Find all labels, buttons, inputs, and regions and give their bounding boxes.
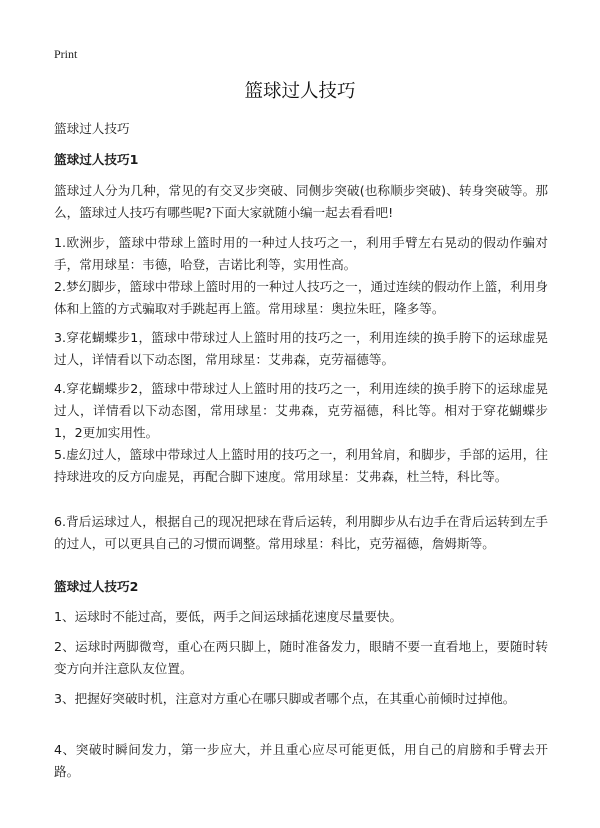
section-2-heading: 篮球过人技巧2	[54, 579, 139, 594]
section-2-paragraph-4: 4、突破时瞬间发力，第一步应大，并且重心应尽可能更低，用自己的肩膀和手臂去开路。	[54, 742, 548, 779]
section-1-paragraph-5: 5.虚幻过人，篮球中带球过人上篮时用的技巧之一，利用耸肩，和脚步，手部的运用，往持球进攻的反方向虚晃，再配合脚下速度。常用球星：艾弗森，杜兰特，科比等。	[54, 447, 548, 484]
section-2-paragraph-2: 2、运球时两脚微弯，重心在两只脚上，随时准备发力，眼睛不要一直看地上，要随时转变方向并注意队友位置。	[54, 639, 548, 676]
section-1-paragraph-intro: 篮球过人分为几种，常见的有交叉步突破、同侧步突破(也称顺步突破)、转身突破等。那么，篮球过人技巧有哪些呢?下面大家就随小编一起去看看吧!	[54, 183, 548, 220]
document-title: 篮球过人技巧	[244, 81, 356, 102]
section-1-paragraph-2: 2.梦幻脚步，篮球中带球上篮时用的一种过人技巧之一，通过连续的假动作上篮，利用身体和上篮的方式骗取对手跳起再上篮。常用球星：奥拉朱旺，隆多等。	[54, 279, 548, 316]
section-2-paragraph-3: 3、把握好突破时机，注意对方重心在哪只脚或者哪个点，在其重心前倾时过掉他。	[54, 691, 516, 706]
section-1-heading: 篮球过人技巧1	[54, 152, 139, 167]
section-1-paragraph-3: 3.穿花蝴蝶步1，篮球中带球过人上篮时用的技巧之一，利用连续的换手胯下的运球虚晃过人，详情看以下动态图，常用球星：艾弗森，克劳福德等。	[54, 330, 548, 367]
section-1-paragraph-6: 6.背后运球过人，根据自己的现况把球在背后运转，利用脚步从右边手在背后运转到左手的过人，可以更具自己的习惯而调整。常用球星：科比，克劳福德，詹姆斯等。	[54, 514, 548, 551]
section-2-paragraph-1: 1、运球时不能过高，要低，两手之间运球插花速度尽量要快。	[54, 609, 403, 624]
section-1-paragraph-4: 4.穿花蝴蝶步2，篮球中带球过人上篮时用的技巧之一，利用连续的换手胯下的运球虚晃过人，详情看以下动态图，常用球星：艾弗森，克劳福德，科比等。相对于穿花蝴蝶步1，2更加实用性。	[54, 381, 548, 440]
document-subtitle: 篮球过人技巧	[54, 121, 130, 136]
print-link[interactable]: Print	[54, 47, 78, 61]
section-1-paragraph-1: 1.欧洲步，篮球中带球上篮时用的一种过人技巧之一，利用手臂左右晃动的假动作骗对手，常用球星：韦德，哈登，吉诺比利等，实用性高。	[54, 235, 548, 272]
